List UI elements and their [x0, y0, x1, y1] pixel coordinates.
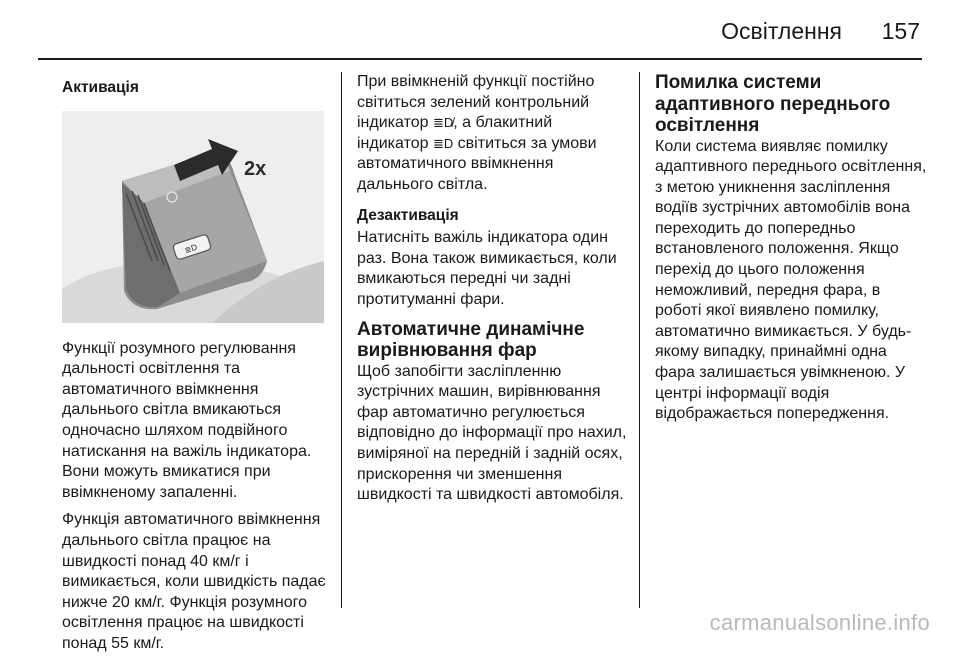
- page-header: [0, 0, 960, 60]
- column-middle: [357, 72, 627, 513]
- column-left: [62, 72, 330, 662]
- page-title: Освітлення: [721, 18, 842, 44]
- high-beam-blue-indicator-icon: ≣D: [432, 135, 454, 151]
- section-heading: Помилка системи адаптивного переднього освітлення: [655, 72, 891, 136]
- column-divider: [341, 72, 342, 608]
- column-right: [655, 72, 930, 432]
- column-divider: [639, 72, 640, 608]
- paragraph: Щоб запобігти засліпленню зустрічних машин, вирівнювання фар автоматично регулюється відповідно до інформації про нахил, виміряної на передній і задній осях, прискорення чи зменшення швидкості та швидкості автомобіля.: [357, 362, 627, 504]
- heading-activation: Активація: [62, 79, 139, 96]
- paragraph: Функція автоматичного ввімкнення дальнього світла працює на швидкості понад 40 км/г і вимикається, коли швидкість падає нижче 20 км/г. Функція розумного освітлення працює на швидкості понад 55 км/г.: [62, 511, 326, 652]
- indicator-stalk-icon: [62, 111, 324, 323]
- paragraph: При ввімкненій функції постійно світиться зелений контрольний індикатор ≣D̸, а блакитний індикатор ≣D світиться за умови автоматичного ввімкнення дальнього світла.: [357, 73, 597, 193]
- paragraph: Коли система виявляє помилку адаптивного переднього освітлення, з метою уникнення засліплення водіїв зустрічних автомобілів вона переходить до попередньо встановленого положення. Якщо перехід до цього положення неможливий, передня фара, в роботі якої виявлено помилку, автоматично вимикається. У будь-якому випадку, принаймні одна фара залишається увімкненою. У центрі інформації водія відображається попередження.: [655, 137, 927, 423]
- section-heading: Автоматичне динамічне вирівнювання фар: [357, 318, 585, 362]
- header-rule: [38, 58, 922, 60]
- page-number: 157: [881, 18, 920, 44]
- paragraph: Натисніть важіль індикатора один раз. Вона також вимикається, коли вмикаються передні чи задні протитуманні фари.: [357, 229, 617, 308]
- heading-deactivation: Дезактивація: [357, 206, 459, 224]
- watermark: carmanualsonline.info: [709, 610, 930, 635]
- stalk-illustration: [62, 111, 324, 323]
- paragraph: Функції розумного регулювання дальності освітлення та автоматичного ввімкнення дальнього світла вмикаються одночасно шляхом подвійного натискання на важіль індикатора. Вони можуть вмикатися при ввімкненому запаленні.: [62, 339, 312, 501]
- svg-text:≣D: ≣D: [183, 242, 199, 255]
- auto-light-green-indicator-icon: ≣D̸: [432, 115, 454, 131]
- press-twice-label: 2x: [244, 157, 267, 180]
